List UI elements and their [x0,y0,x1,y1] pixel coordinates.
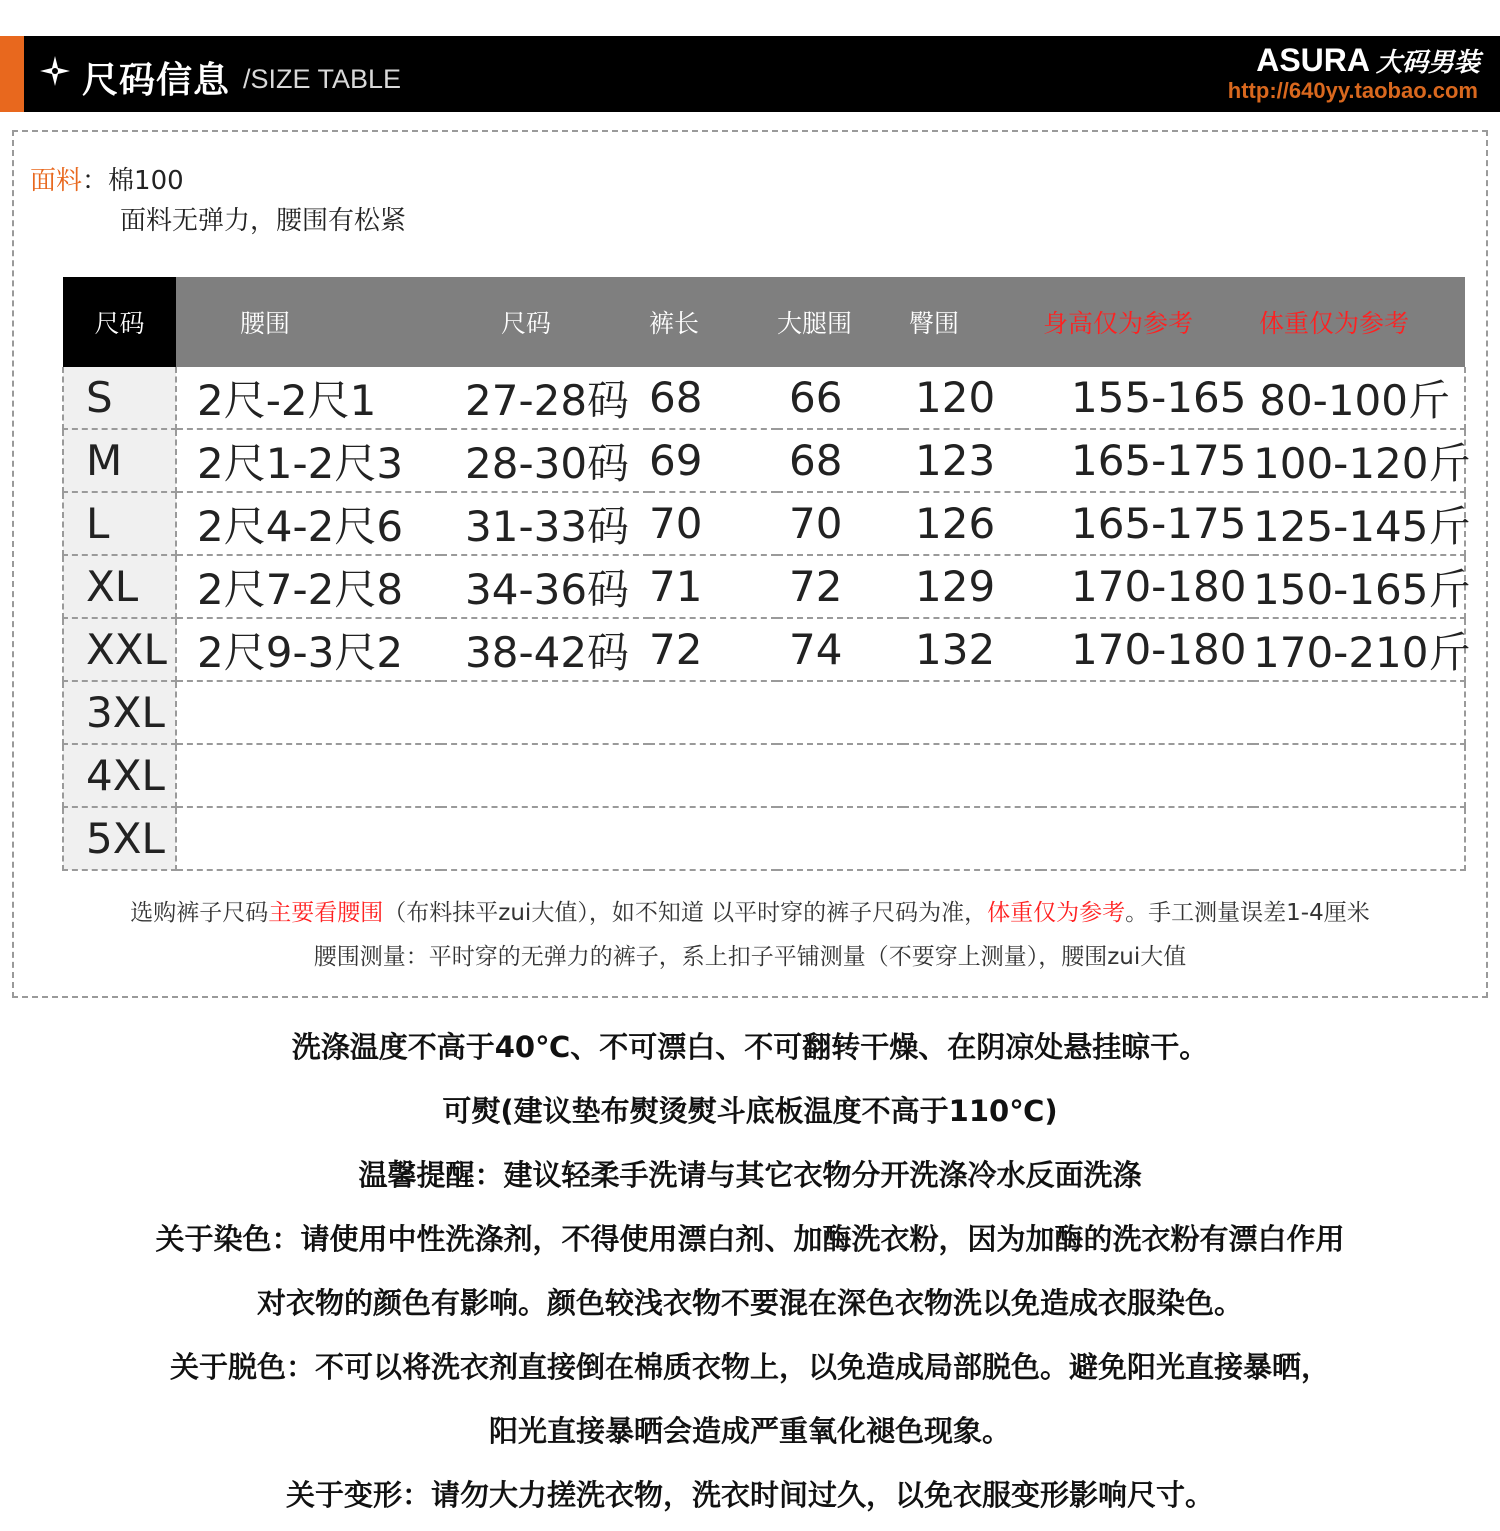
cell-length [649,681,777,744]
size-table [62,277,1471,871]
cell-weight [1253,681,1465,744]
cell-length: 70 [649,492,777,555]
header-accent [0,36,24,112]
cell-thigh: 74 [777,618,903,681]
fabric-label: 面料 [30,166,83,196]
cell-size: S [63,367,176,429]
cell-waist: 2尺-2尺1 [176,367,441,429]
care-line: 关于脱色：不可以将洗衣剂直接倒在棉质衣物上，以免造成局部脱色。避免阳光直接暴晒， [169,1350,1330,1384]
cell-code [441,744,649,807]
cell-height: 170-180 [1041,555,1253,618]
cell-size: 4XL [63,744,176,807]
cell-height [1041,807,1253,870]
cell-weight: 150-165斤 [1253,555,1465,618]
cell-waist [176,744,441,807]
cell-length [649,744,777,807]
cell-thigh: 66 [777,367,903,429]
cell-thigh [777,681,903,744]
cell-length: 69 [649,429,777,492]
fabric-value: 棉100 [108,166,184,196]
cell-weight: 80-100斤 [1253,367,1465,429]
cell-weight [1253,807,1465,870]
header-bar [0,36,1500,112]
table-row [63,429,1465,492]
cell-length: 68 [649,367,777,429]
cell-height: 165-175 [1041,429,1253,492]
care-line: 温馨提醒：建议轻柔手洗请与其它衣物分开洗涤冷水反面洗涤 [358,1158,1142,1192]
cell-weight [1253,744,1465,807]
cell-length: 71 [649,555,777,618]
fabric-colon: ： [82,166,109,196]
table-row [63,681,1465,744]
table-row [63,492,1465,555]
cell-hip: 132 [903,618,1041,681]
note-text: 选购裤子尺码 [130,900,269,926]
note-highlight-weight: 体重仅为参考 [987,900,1126,926]
cell-code: 31-33码 [441,492,649,555]
cell-code: 34-36码 [441,555,649,618]
cell-length: 72 [649,618,777,681]
cell-size: 3XL [63,681,176,744]
cell-thigh [777,807,903,870]
cell-height: 165-175 [1041,492,1253,555]
header-code: 尺码 [441,277,649,367]
table-row [63,367,1465,429]
fabric-note: 面料无弹力，腰围有松紧 [120,206,407,236]
note-text: 。手工测量误差1-4厘米 [1125,900,1370,926]
cell-waist: 2尺7-2尺8 [176,555,441,618]
cell-thigh: 70 [777,492,903,555]
header-waist: 腰围 [176,277,441,367]
cell-weight: 170-210斤 [1253,618,1465,681]
header-thigh: 大腿围 [777,277,903,367]
table-row [63,744,1465,807]
note-highlight-waist: 主要看腰围 [268,900,384,926]
brand-name-cn: 大码男装 [1375,48,1480,78]
cell-hip: 126 [903,492,1041,555]
cell-weight: 100-120斤 [1253,429,1465,492]
table-header-row [63,277,1465,367]
header-height: 身高仅为参考 [1041,277,1253,367]
cell-hip [903,807,1041,870]
cell-weight: 125-145斤 [1253,492,1465,555]
care-line: 可熨(建议垫布熨烫熨斗底板温度不高于110℃) [442,1094,1058,1128]
header-length: 裤长 [649,277,777,367]
brand-name: ASURA [1256,42,1370,78]
size-note [0,894,1500,927]
cell-height: 170-180 [1041,618,1253,681]
cell-height: 155-165 [1041,367,1253,429]
cell-code: 38-42码 [441,618,649,681]
care-line: 关于变形：请勿大力搓洗衣物，洗衣时间过久，以免衣服变形影响尺寸。 [285,1478,1214,1512]
cell-size: 5XL [63,807,176,870]
waist-measure-note: 腰围测量：平时穿的无弹力的裤子，系上扣子平铺测量（不要穿上测量），腰围zui大值 [313,944,1187,970]
care-line: 洗涤温度不高于40℃、不可漂白、不可翻转干燥、在阴凉处悬挂晾干。 [291,1030,1209,1064]
header-hip: 臀围 [903,277,1041,367]
cell-hip: 129 [903,555,1041,618]
cell-thigh: 72 [777,555,903,618]
cell-code [441,807,649,870]
care-line: 对衣物的颜色有影响。颜色较浅衣物不要混在深色衣物洗以免造成衣服染色。 [256,1286,1243,1320]
header-size: 尺码 [63,277,176,367]
brand-logo [1256,42,1480,79]
cell-waist [176,807,441,870]
cell-height [1041,744,1253,807]
compass-star-icon [40,56,70,86]
cell-thigh: 68 [777,429,903,492]
table-row [63,807,1465,870]
cell-waist: 2尺1-2尺3 [176,429,441,492]
page-subtitle: /SIZE TABLE [243,64,402,94]
cell-code: 28-30码 [441,429,649,492]
shop-url[interactable]: http://640yy.taobao.com [1227,78,1478,103]
care-line: 关于染色：请使用中性洗涤剂，不得使用漂白剂、加酶洗衣粉，因为加酶的洗衣粉有漂白作用 [155,1222,1345,1256]
cell-thigh [777,744,903,807]
cell-waist: 2尺9-3尺2 [176,618,441,681]
cell-height [1041,681,1253,744]
cell-hip: 123 [903,429,1041,492]
cell-size: L [63,492,176,555]
cell-waist [176,681,441,744]
cell-code [441,681,649,744]
cell-hip [903,744,1041,807]
header-weight: 体重仅为参考 [1253,277,1465,367]
cell-size: M [63,429,176,492]
cell-hip: 120 [903,367,1041,429]
note-text: （布料抹平zui大值），如不知道 以平时穿的裤子尺码为准， [383,900,988,926]
cell-code: 27-28码 [441,367,649,429]
page-title: 尺码信息 [82,60,231,101]
cell-size: XL [63,555,176,618]
cell-waist: 2尺4-2尺6 [176,492,441,555]
care-line: 阳光直接暴晒会造成严重氧化褪色现象。 [488,1414,1011,1448]
table-row [63,618,1465,681]
cell-length [649,807,777,870]
cell-size: XXL [63,618,176,681]
cell-hip [903,681,1041,744]
fabric-info [30,160,184,197]
table-row [63,555,1465,618]
